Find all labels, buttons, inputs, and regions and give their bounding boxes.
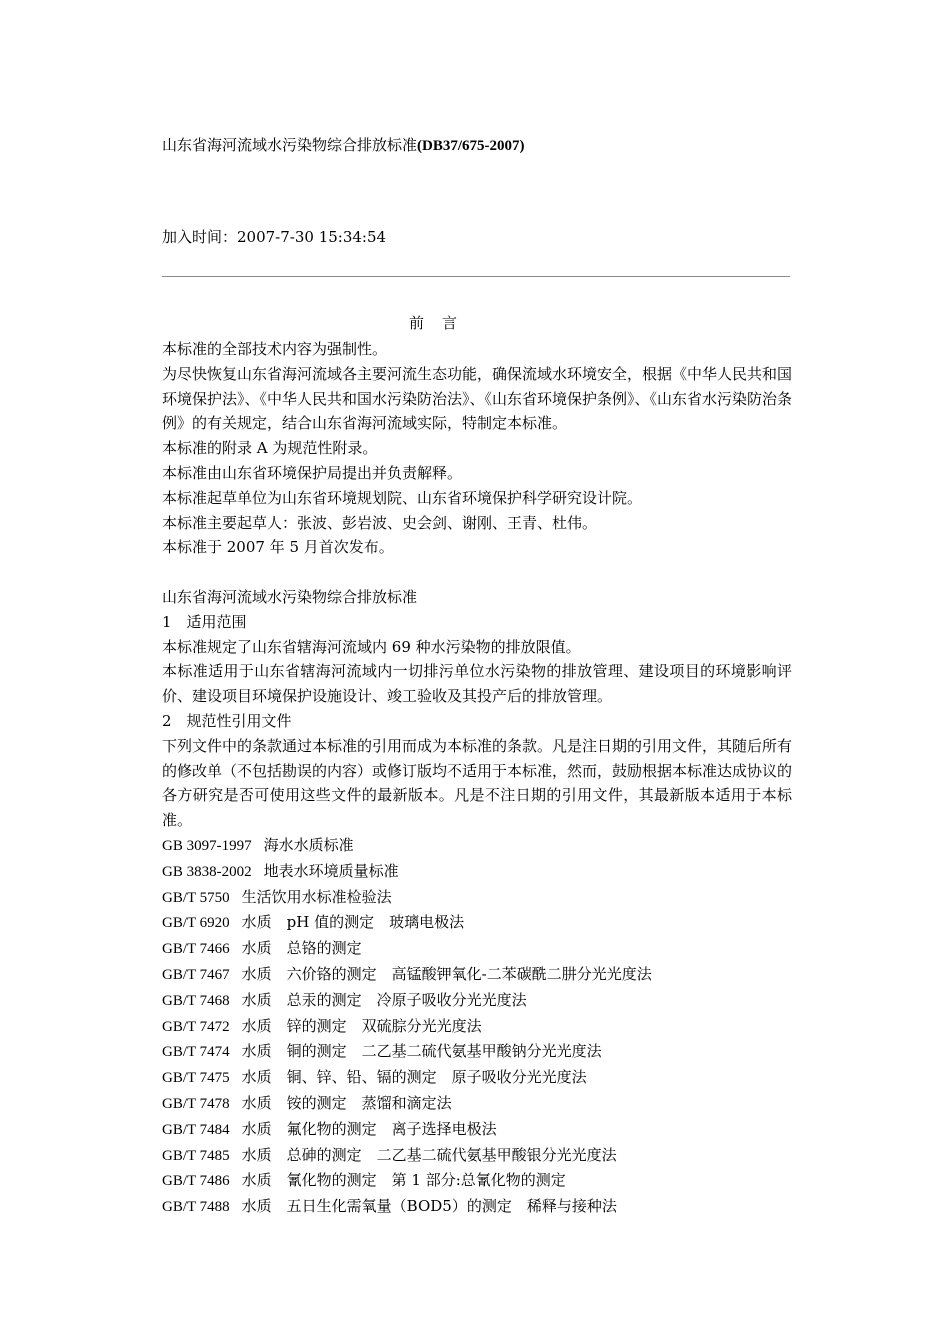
section-paragraph: 下列文件中的条款通过本标准的引用而成为本标准的条款。凡是注日期的引用文件，其随后所有的修改单（不包括勘误的内容）或修订版均不适用于本标准，然而，鼓励根据本标准达成协议的各方研究是否可使用这些文件的最新版本。凡是不注日期的引用文件，其最新版本适用于本标准。 [162,736,793,830]
reference-item [162,833,792,859]
added-time: 加入时间：2007-7-30 15:34:54 [162,228,387,246]
foreword-paragraph: 本标准起草单位为山东省环境规划院、山东省环境保护科学研究设计院。 [162,488,643,507]
reference-list [162,833,792,1220]
reference-title: 水质 总铬的测定 [241,939,362,958]
document-body [162,337,792,1220]
foreword-paragraph: 本标准由山东省环境保护局提出并负责解释。 [162,463,463,482]
reference-item [162,962,792,988]
foreword-paragraph: 本标准的附录 A 为规范性附录。 [162,439,378,458]
reference-code: GB/T 7475 [162,1070,230,1087]
reference-item [162,1039,792,1065]
reference-item [162,910,792,936]
reference-code: GB/T 7486 [162,1173,230,1190]
reference-code: GB/T 7474 [162,1044,230,1061]
reference-item [162,885,792,911]
standard-title: 山东省海河流域水污染物综合排放标准 [162,587,418,606]
reference-code: GB/T 7488 [162,1199,230,1216]
reference-item [162,1194,792,1220]
reference-title: 水质 六价铬的测定 高锰酸钾氧化-二苯碳酰二肼分光光度法 [241,964,652,983]
document-title-code: (DB37/675-2007) [417,138,525,154]
foreword-paragraph: 为尽快恢复山东省海河流域各主要河流生态功能，确保流域水环境安全，根据《中华人民共和国环境保护法》、《中华人民共和国水污染防治法》、《山东省环境保护条例》、《山东省水污染防治条例》的有关规定，结合山东省海河流域实际，特制定本标准。 [162,364,793,433]
reference-item [162,1143,792,1169]
reference-item [162,1091,792,1117]
reference-title: 水质 总汞的测定 冷原子吸收分光光度法 [241,990,527,1009]
reference-code: GB/T 7485 [162,1147,230,1164]
reference-title: 生活饮用水标准检验法 [241,887,392,906]
section-paragraph: 本标准适用于山东省辖海河流域内一切排污单位水污染物的排放管理、建设项目的环境影响评价、建设项目环境保护设施设计、竣工验收及其投产后的排放管理。 [162,662,792,706]
section-heading: 2 规范性引用文件 [162,711,292,730]
foreword-paragraph: 本标准的全部技术内容为强制性。 [162,340,388,358]
reference-code: GB 3097-1997 [162,837,252,854]
reference-code: GB/T 7484 [162,1121,230,1138]
foreword-paragraph: 本标准主要起草人：张波、彭岩波、史会剑、谢刚、王青、杜伟。 [162,513,598,532]
spacer [162,560,792,585]
document-title [162,135,525,156]
reference-title: 海水水质标准 [263,835,354,854]
reference-title: 水质 铜的测定 二乙基二硫代氨基甲酸钠分光光度法 [241,1042,602,1061]
reference-code: GB/T 5750 [162,889,230,906]
reference-code: GB/T 7472 [162,1018,230,1035]
reference-code: GB/T 7478 [162,1095,230,1112]
reference-title: 水质 锌的测定 双硫腙分光光度法 [241,1016,482,1035]
reference-title: 地表水环境质量标准 [263,861,399,880]
reference-item [162,1117,792,1143]
reference-title: 水质 五日生化需氧量（BOD5）的测定 稀释与接种法 [241,1197,617,1216]
horizontal-divider [162,276,790,277]
reference-item [162,1065,792,1091]
reference-title: 水质 铵的测定 蒸馏和滴定法 [241,1093,452,1112]
reference-title: 水质 总砷的测定 二乙基二硫代氨基甲酸银分光光度法 [241,1145,617,1164]
document-title-text: 山东省海河流域水污染物综合排放标准 [162,136,418,154]
reference-item [162,1168,792,1194]
reference-title: 水质 氟化物的测定 离子选择电极法 [241,1119,497,1138]
reference-title: 水质 铜、锌、铅、镉的测定 原子吸收分光光度法 [241,1068,587,1087]
reference-code: GB 3838-2002 [162,863,252,880]
reference-code: GB/T 7468 [162,992,230,1009]
reference-item [162,936,792,962]
reference-item [162,988,792,1014]
reference-item [162,859,792,885]
reference-title: 水质 氰化物的测定 第 1 部分:总氰化物的测定 [241,1171,566,1190]
reference-code: GB/T 7467 [162,966,230,983]
reference-code: GB/T 6920 [162,915,230,932]
foreword-heading: 前言 [408,314,475,332]
reference-title: 水质 pH 值的测定 玻璃电极法 [241,913,465,932]
section-heading: 1 适用范围 [162,612,247,631]
reference-code: GB/T 7466 [162,941,230,958]
foreword-paragraph: 本标准于 2007 年 5 月首次发布。 [162,538,394,557]
section-paragraph: 本标准规定了山东省辖海河流域内 69 种水污染物的排放限值。 [162,637,581,656]
reference-item [162,1014,792,1040]
